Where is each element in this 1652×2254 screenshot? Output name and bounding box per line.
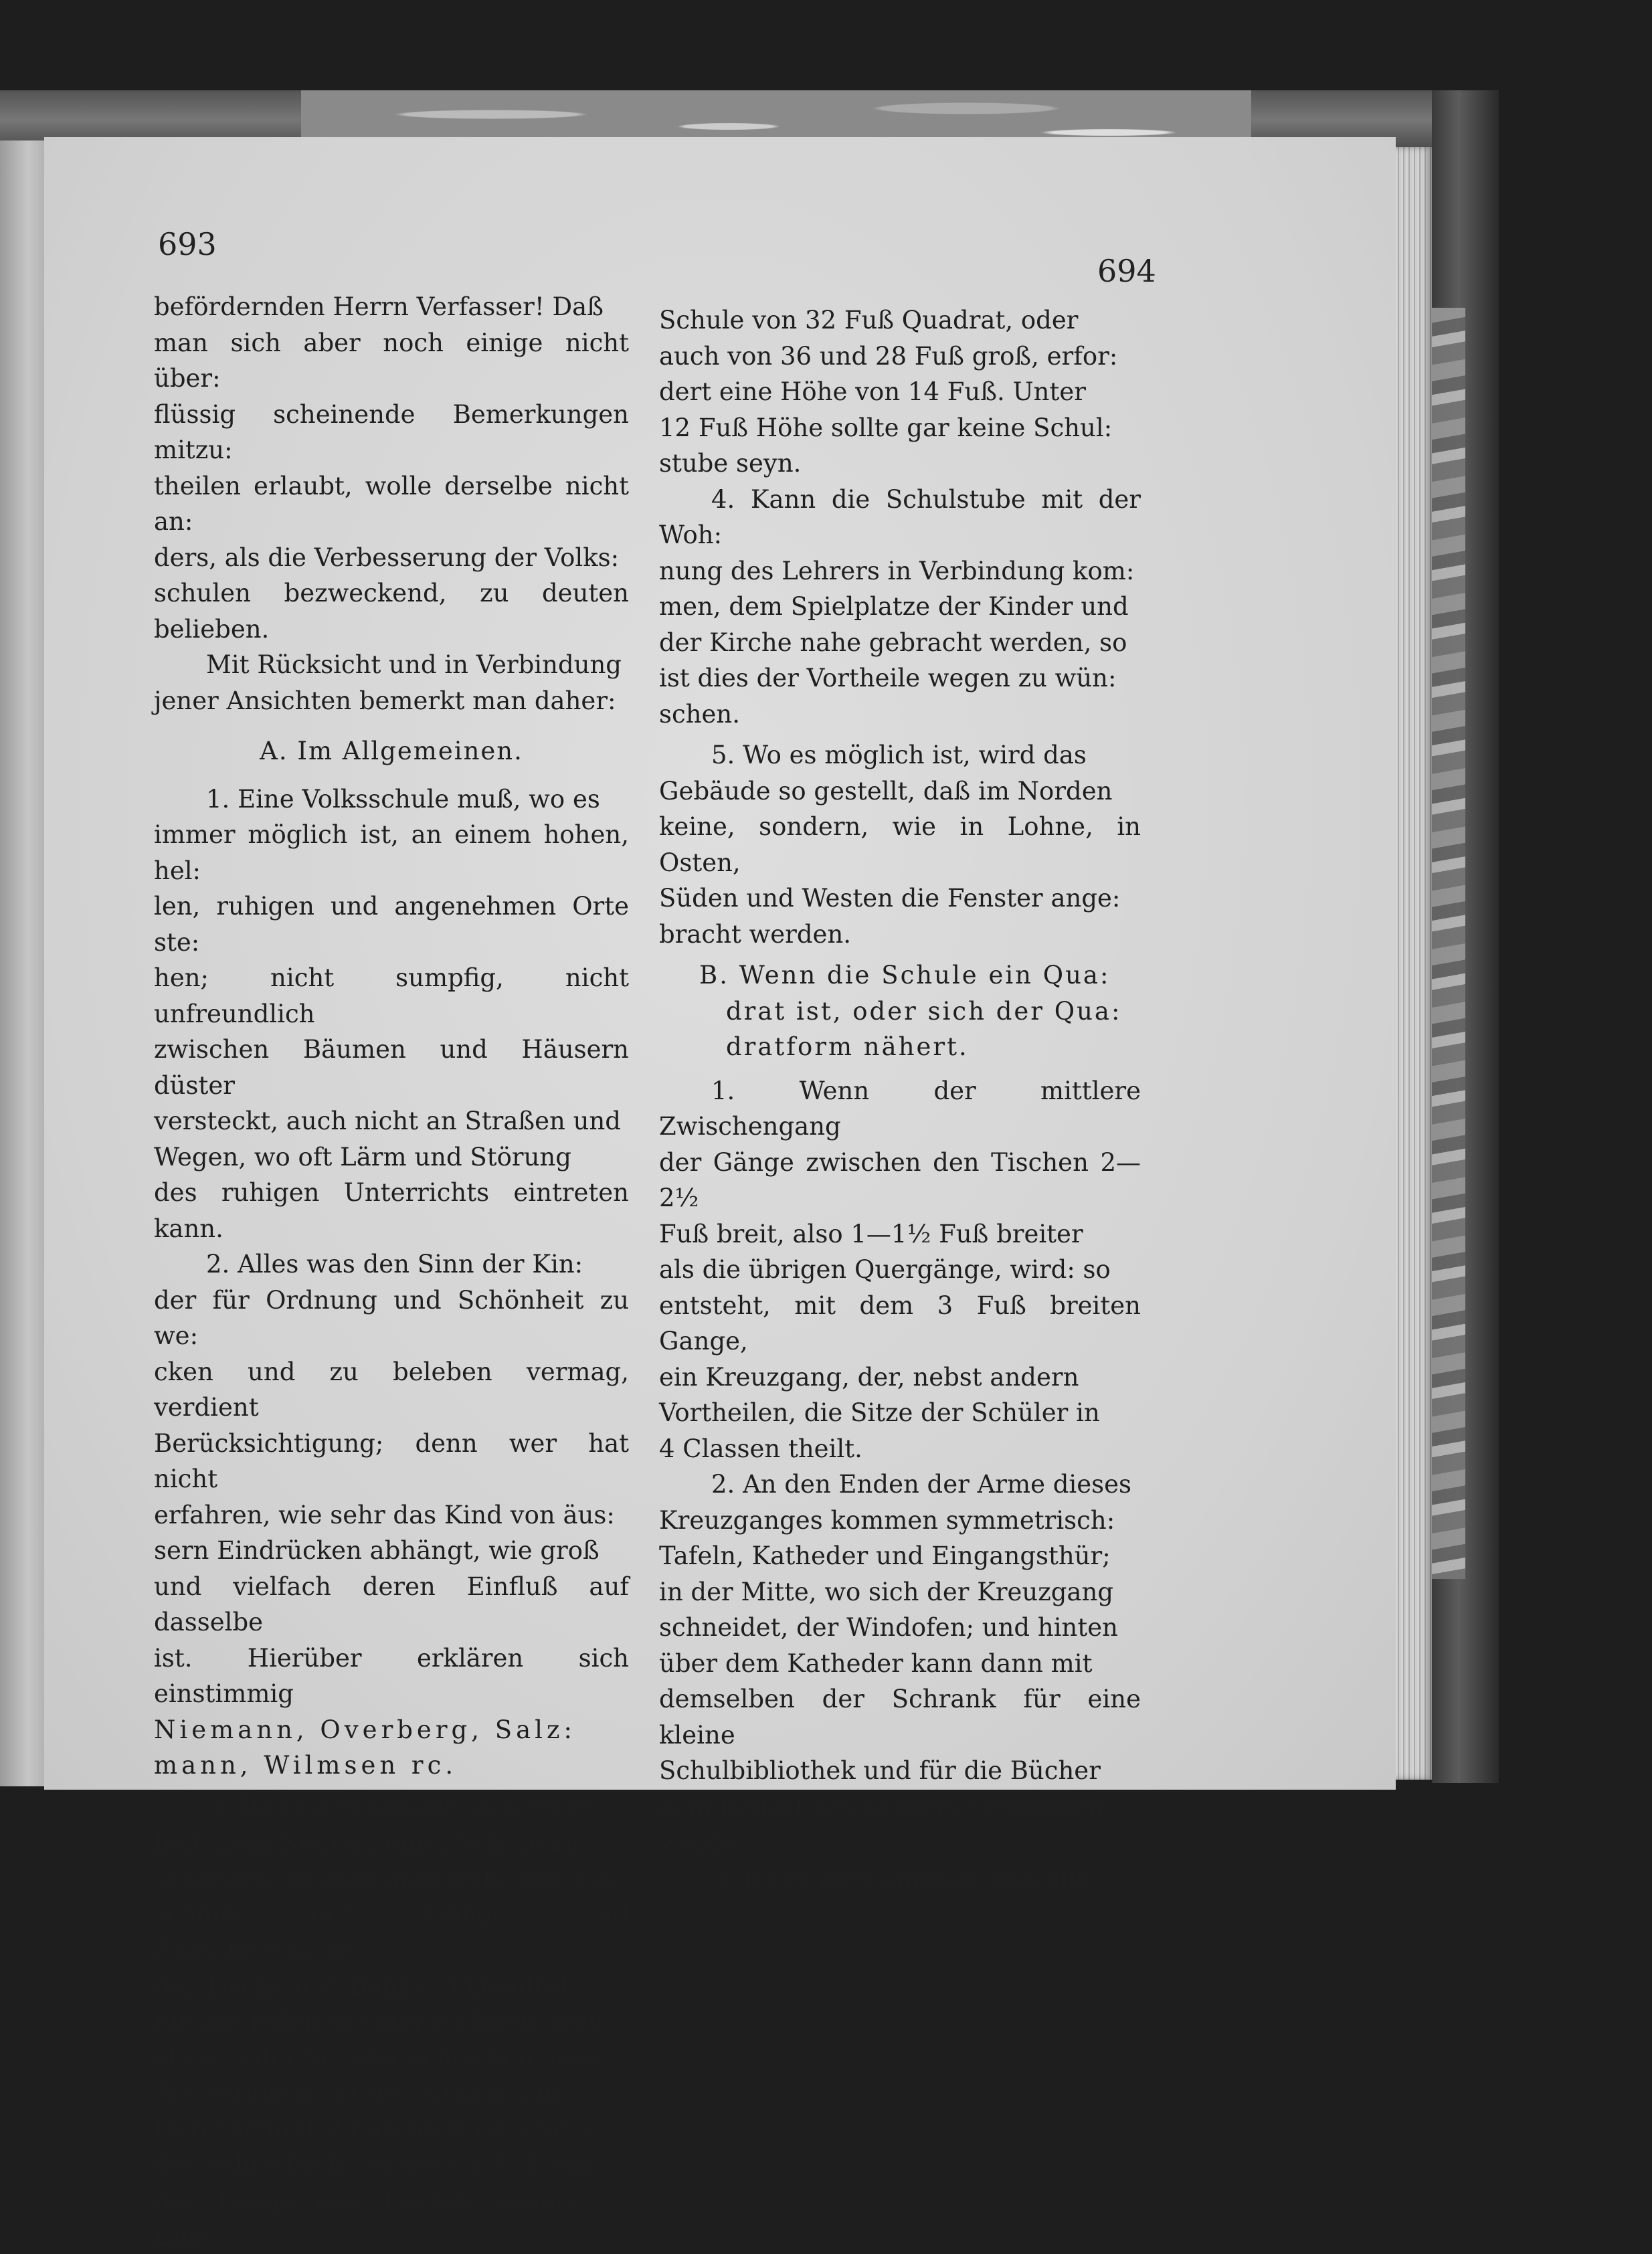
text-line: Berücksichtigung; denn wer hat nicht: [154, 1426, 629, 1497]
text-line: nung des Lehrers in Verbindung kom:: [659, 553, 1141, 589]
text-line: Schule von 32 Fuß Quadrat, oder: [659, 302, 1141, 339]
list-item-1: [154, 781, 629, 1247]
text-line: ders, als die Verbesserung der Volks:: [154, 540, 629, 576]
text-line: des ruhigen Unterrichts eintreten kann.: [154, 1175, 629, 1246]
text-line: 3. Da es gewöhnlich so schwer: [154, 1789, 629, 1825]
text-line: Schulbibliothek und für die Bücher: [659, 1753, 1141, 1789]
text-line: der Länge des Tisches bedarf. — Eine: [154, 2182, 629, 2254]
text-line: Süden und Westen die Fenster ange:: [659, 880, 1141, 917]
text-line: dert eine Höhe von 14 Fuß. Unter: [659, 374, 1141, 410]
continuation-paragraph: [659, 302, 1141, 482]
text-line: befördernden Herrn Verfasser! Daß: [154, 289, 629, 325]
text-line: werden.: [659, 1824, 1141, 1861]
text-line: immer möglich ist, an einem hohen, hel:: [154, 817, 629, 888]
text-line: zum Bedarf des Lehrers verbunden: [659, 1789, 1141, 1825]
text-line: schreiten, so mag man wohl, mit Ein:: [154, 1861, 629, 1897]
section-heading-b: [659, 957, 1141, 1065]
list-item-5: [659, 737, 1141, 952]
text-line: mann, Wilmsen rc.: [154, 1748, 629, 1784]
text-line: Fuß breit, also 1—1½ Fuß breiter: [659, 1216, 1141, 1252]
text-line: schluß der Gänge und Zwischenräume: [154, 1896, 629, 1968]
text-line: Gebäude so gestellt, daß im Norden: [659, 773, 1141, 810]
b-list-item-1: [659, 1073, 1141, 1467]
right-column: [659, 302, 1141, 1896]
text-line: schneidet, der Windofen; und hinten: [659, 1610, 1141, 1646]
text-line: schen.: [659, 696, 1141, 733]
left-page-edge: [0, 140, 47, 1786]
text-line: ist dies der Vortheile wegen zu wün:: [659, 660, 1141, 696]
text-line: Mit Rücksicht und in Verbindung: [154, 647, 629, 683]
text-line: fuß auf jeden Schüler rechnen; weil: [154, 2004, 629, 2040]
text-line: 1. Eine Volksschule muß, wo es: [154, 781, 629, 818]
text-line: keine, sondern, wie in Lohne, in Osten,: [659, 809, 1141, 880]
rueck-paragraph: [154, 647, 629, 719]
text-line: hen; nicht sumpfig, nicht unfreundlich: [154, 960, 629, 1032]
text-line: stube seyn.: [659, 446, 1141, 482]
text-line: theilen erlaubt, wolle derselbe nicht an:: [154, 468, 629, 540]
heading-line: dratform nähert.: [699, 1029, 1141, 1065]
text-line: Niemann, Overberg, Salz:: [154, 1712, 629, 1748]
heading-line: drat ist, oder sich der Qua:: [699, 994, 1141, 1030]
text-line: erfahren, wie sehr das Kind von äus:: [154, 1497, 629, 1533]
left-column: [154, 289, 629, 2254]
text-line: Wegen, wo oft Lärm und Störung: [154, 1139, 629, 1176]
text-line: ein Kreuzgang, der, nebst andern: [659, 1359, 1141, 1396]
list-item-2: [154, 1246, 629, 1784]
text-line: jener Ansichten bemerkt man daher:: [154, 683, 629, 719]
text-line: in der Mitte, wo sich der Kreuzgang: [659, 1574, 1141, 1610]
text-line: als die übrigen Quergänge, wird: so: [659, 1252, 1141, 1288]
text-line: bracht werden.: [659, 917, 1141, 953]
text-line: man sich aber noch einige nicht über:: [154, 325, 629, 397]
intro-paragraph: [154, 289, 629, 647]
text-line: demselben der Schrank für eine kleine: [659, 1681, 1141, 1753]
page-number-right: 694: [1097, 253, 1156, 289]
text-line: Schreibtisch mit der Sitzbank im: [154, 2075, 629, 2111]
list-item-4: [659, 482, 1141, 733]
section-heading-a: A. Im Allgemeinen.: [154, 733, 629, 769]
text-line: men, dem Spielplatze der Kinder und: [659, 589, 1141, 625]
text-line: 4 Classen theilt.: [659, 1431, 1141, 1467]
text-line: 12 Fuß Höhe sollte gar keine Schul:: [659, 410, 1141, 446]
text-line: hält, zum Neubau einer Schule zu: [154, 1824, 629, 1861]
text-line: flüssig scheinende Bemerkungen mitzu:: [154, 397, 629, 468]
text-line: etwa ¾ der Schüler schreiben, jeder: [154, 2039, 629, 2075]
text-line: 2. Alles was den Sinn der Kin:: [154, 1246, 629, 1283]
text-line: Kreuzganges kommen symmetrisch:: [659, 1503, 1141, 1539]
text-line: 2. An den Enden der Arme dieses: [659, 1467, 1141, 1503]
text-line: auch von 36 und 28 Fuß groß, erfor:: [659, 339, 1141, 375]
text-line: zwischen Bäumen und Häusern düster: [154, 1032, 629, 1103]
text-line: der Kirche nahe gebracht werden, so: [659, 625, 1141, 661]
text-line: der Schreibschüler gern 2 Fuß von: [154, 2147, 629, 2183]
text-line: über dem Katheder kann dann mit: [659, 1646, 1141, 1682]
page-number-left: 693: [158, 226, 217, 262]
text-line: 1. Wenn der mittlere Zwischengang: [659, 1073, 1141, 1145]
text-line: 4. Kann die Schulstube mit der Woh:: [659, 482, 1141, 553]
text-line: der Gänge zwischen den Tischen 2—2½: [659, 1145, 1141, 1216]
text-line: der Tische und Bänke, 5 Quadrat:: [154, 1968, 629, 2004]
list-item-3: [154, 1789, 629, 2254]
text-line: sern Eindrücken abhängt, wie groß: [154, 1533, 629, 1569]
heading-line: B. Wenn die Schule ein Qua:: [699, 957, 1141, 994]
text-line: 5. Wo es möglich ist, wird das: [659, 737, 1141, 773]
text-line: Durchschnitt 2 Fuß breit ist, und je:: [154, 2111, 629, 2147]
text-line: len, ruhigen und angenehmen Orte ste:: [154, 888, 629, 960]
text-line: Vortheilen, die Sitze der Schüler in: [659, 1395, 1141, 1431]
text-line: entsteht, mit dem 3 Fuß breiten Gange,: [659, 1288, 1141, 1359]
text-line: cken und zu beleben vermag, verdient: [154, 1354, 629, 1426]
text-line: ist. Hierüber erklären sich einstimmig: [154, 1640, 629, 1712]
b-list-item-2: [659, 1467, 1141, 1861]
text-line: Tafeln, Katheder und Eingangsthür;: [659, 1538, 1141, 1574]
text-line: schulen bezweckend, zu deuten belieben.: [154, 575, 629, 647]
text-line: versteckt, auch nicht an Straßen und: [154, 1103, 629, 1139]
text-line: der für Ordnung und Schönheit zu we:: [154, 1283, 629, 1354]
text-line: 3. Ist es zweckmäßig, daß alle: [659, 1861, 1141, 1897]
b-list-item-3: [659, 1861, 1141, 1897]
text-line: und vielfach deren Einfluß auf dasselbe: [154, 1569, 629, 1640]
